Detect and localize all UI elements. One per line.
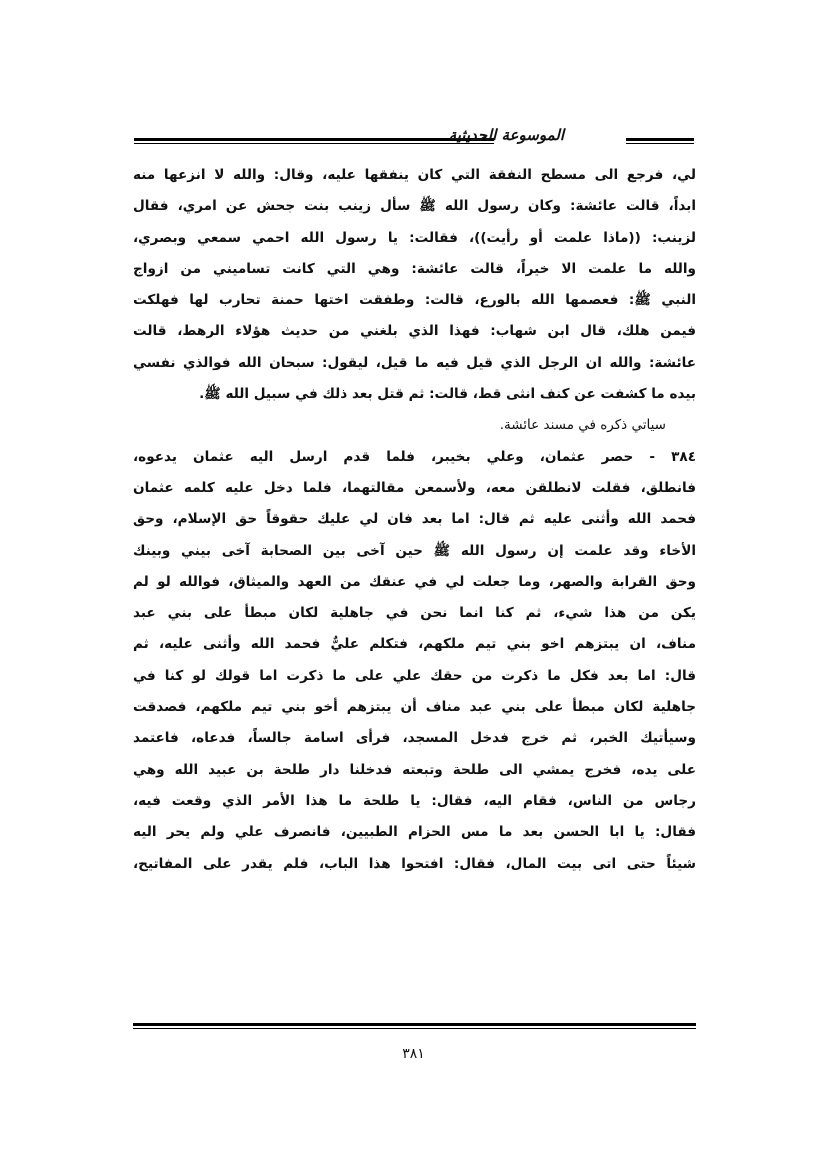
header-rule	[626, 138, 694, 141]
text-line: وحق القرابة والصهر، وما جعلت لي في عنقك من العهد والميثاق، فوالله لو لم	[133, 573, 696, 590]
text-line: فانطلق، فقلت لانطلقن معه، ولأسمعن مقالتهما، فلما دخل عليه كلمه عثمان	[133, 479, 696, 496]
text-line: لزينب: ((ماذا علمت أو رأيت))، فقالت: يا رسول الله احمي سمعي وبصري،	[133, 229, 696, 246]
text-line: النبي ﷺ: فعصمها الله بالورع، قالت: وطفقت اختها حمنة تحارب لها فهلكت	[133, 292, 696, 309]
footer-rule	[133, 1023, 696, 1026]
text-line: فيمن هلك، قال ابن شهاب: فهذا الذي بلغني من حديث هؤلاء الرهط، قالت	[133, 323, 696, 340]
text-line: شيئاً حتى اتى بيت المال، فقال: افتحوا هذا الباب، فلم يقدر على المفاتيح،	[133, 855, 696, 872]
text-line: عائشة: والله ان الرجل الذي قيل فيه ما قيل، ليقول: سبحان الله فوالذي نفسي	[133, 354, 696, 371]
header-rule	[626, 143, 694, 144]
text-line: فحمد الله وأثنى عليه ثم قال: اما بعد فان لي عليك حقوقاً حق الإسلام، وحق	[133, 511, 696, 528]
header-rule	[134, 138, 494, 141]
header-rule	[134, 143, 494, 144]
note-line: سياتي ذكره في مسند عائشة.	[499, 417, 666, 434]
text-line: قال: اما بعد فكل ما ذكرت من حقك علي على ما ذكرت اما قولك لو كنا في	[133, 667, 696, 684]
header-title: الموسوعة الحديثية	[448, 126, 564, 144]
footer-rule	[133, 1028, 696, 1029]
text-line: فقال: يا ابا الحسن بعد ما مس الحزام الطبيين، فانصرف علي ولم يحر اليه	[133, 824, 696, 841]
text-line: على يده، فخرج يمشي الى طلحة وتبعته فدخلنا دار طلحة بن عبيد الله وهي	[133, 761, 696, 778]
text-line: بيده ما كشفت عن كنف انثى قط، قالت: ثم قتل بعد ذلك في سبيل الله ﷺ.	[199, 386, 696, 403]
text-line: يكن من هذا شيء، ثم كنا انما نحن في جاهلية لكان مبطأ على بني عبد	[133, 605, 696, 622]
text-line: رجاس من الناس، فقام اليه، فقال: يا طلحة ما هذا الأمر الذي وقعت فيه،	[133, 792, 696, 809]
text-line: جاهلية لكان مبطأ على بني عبد مناف أن يبتزهم أخو بني تيم ملكهم، فصدقت	[133, 699, 696, 716]
page-number: ٣٨١	[402, 1046, 425, 1062]
text-line: الأخاء وقد علمت إن رسول الله ﷺ حين آخى بين الصحابة آخى بيني وبينك	[133, 542, 696, 559]
text-line: مناف، ان يبتزهم اخو بني تيم ملكهم، فتكلم عليٌّ فحمد الله وأثنى عليه، ثم	[133, 636, 696, 653]
page-header	[134, 124, 694, 156]
text-line: وسيأتيك الخبر، ثم خرج فدخل المسجد، فرأى اسامة جالساً، فدعاه، فاعتمد	[133, 730, 696, 747]
text-line: والله ما علمت الا خيراً، قالت عائشة: وهي التي كانت تساميني من ازواج	[133, 260, 696, 277]
body-text	[133, 160, 696, 880]
text-line: ابداً، قالت عائشة: وكان رسول الله ﷺ سأل زينب بنت جحش عن امري، فقال	[133, 198, 696, 215]
text-line: ٣٨٤ - حصر عثمان، وعلي بخيبر، فلما قدم ارسل اليه عثمان يدعوه،	[133, 448, 696, 465]
text-line: لي، فرجع الى مسطح النفقة التي كان ينفقها عليه، وقال: والله لا انزعها منه	[133, 167, 696, 183]
